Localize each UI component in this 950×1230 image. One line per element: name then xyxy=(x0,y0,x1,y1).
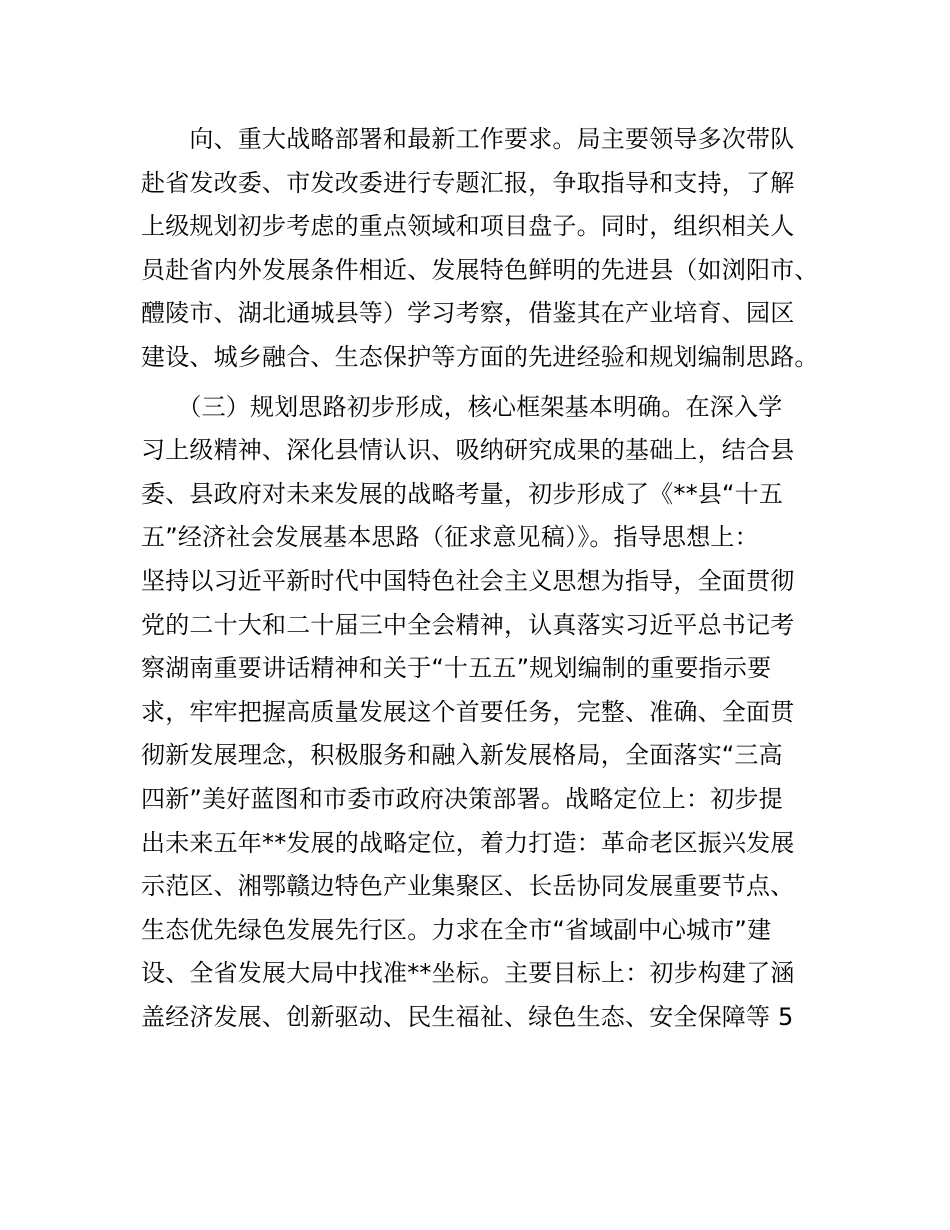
text-line: （三）规划思路初步形成，核心框架基本明确。在深入学 xyxy=(141,392,783,421)
text-line: 建设、城乡融合、生态保护等方面的先进经验和规划编制思路。 xyxy=(141,342,819,371)
text-line: 生态优先绿色发展先行区。力求在全市“省域副中心城市”建 xyxy=(141,915,772,944)
text-line: 四新”美好蓝图和市委市政府决策部署。战略定位上：初步提 xyxy=(141,784,783,813)
text-line: 上级规划初步考虑的重点领域和项目盘子。同时，组织相关人 xyxy=(141,212,795,241)
text-line: 委、县政府对未来发展的战略考量，初步形成了《**县“十五 xyxy=(141,479,784,508)
text-line: 设、全省发展大局中找准**坐标。主要目标上：初步构建了涵 xyxy=(141,959,795,988)
text-line: 员赴省内外发展条件相近、发展特色鲜明的先进县（如浏阳市、 xyxy=(141,255,819,284)
text-line: 示范区、湘鄂赣边特色产业集聚区、长岳协同发展重要节点、 xyxy=(141,872,795,901)
text-line: 彻新发展理念，积极服务和融入新发展格局，全面落实“三高 xyxy=(141,741,783,770)
text-line: 盖经济发展、创新驱动、民生福祉、绿色生态、安全保障等 5 xyxy=(141,1002,794,1031)
text-line: 向、重大战略部署和最新工作要求。局主要领导多次带队 xyxy=(141,125,795,153)
paragraph-2 xyxy=(141,386,821,1040)
text-line: 醴陵市、湖北通城县等）学习考察，借鉴其在产业培育、园区 xyxy=(141,299,795,328)
text-line: 党的二十大和二十届三中全会精神，认真落实习近平总书记考 xyxy=(141,610,795,639)
text-line: 习上级精神、深化县情认识、吸纳研究成果的基础上，结合县 xyxy=(141,436,795,465)
text-line: 求，牢牢把握高质量发展这个首要任务，完整、准确、全面贯 xyxy=(141,697,795,726)
text-line: 五”经济社会发展基本思路（征求意见稿）》。指导思想上： xyxy=(141,523,759,552)
document-body xyxy=(141,118,821,1039)
text-line: 察湖南重要讲话精神和关于“十五五”规划编制的重要指示要 xyxy=(141,654,772,683)
text-line: 赴省发改委、市发改委进行专题汇报，争取指导和支持，了解 xyxy=(141,168,795,197)
paragraph-1 xyxy=(141,118,821,380)
text-line: 出未来五年**发展的战略定位，着力打造：革命老区振兴发展 xyxy=(141,828,795,857)
text-line: 坚持以习近平新时代中国特色社会主义思想为指导，全面贯彻 xyxy=(141,566,795,595)
